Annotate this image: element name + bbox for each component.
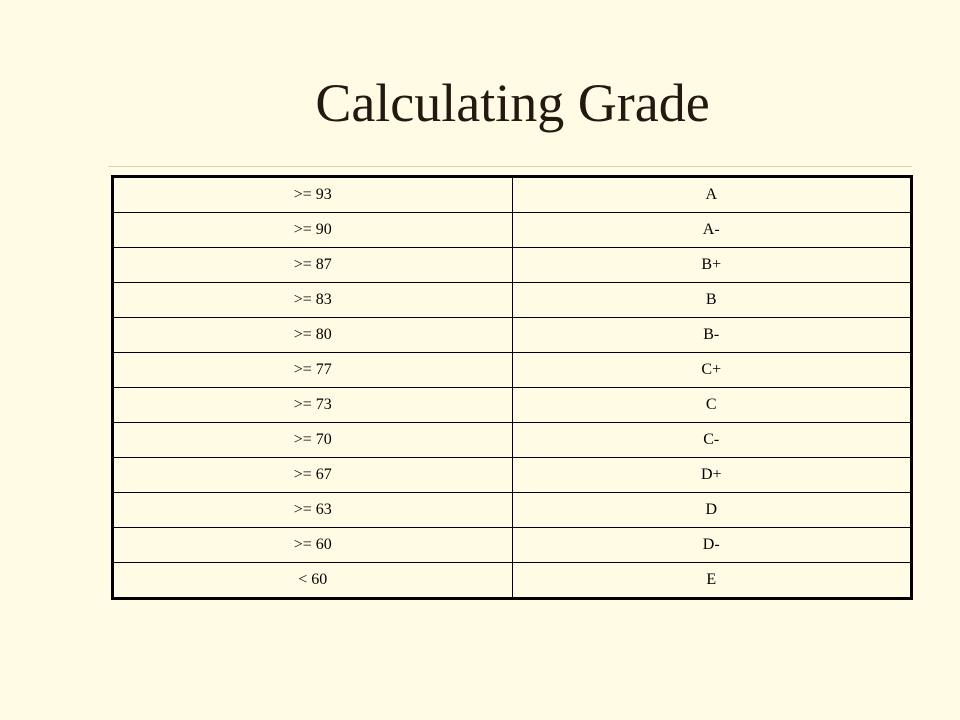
table-row (113, 493, 912, 528)
grade-cell: A- (512, 213, 912, 248)
table-row (113, 318, 912, 353)
threshold-cell: >= 93 (113, 177, 513, 213)
slide-title: Calculating Grade (315, 73, 710, 133)
grade-cell: D+ (512, 458, 912, 493)
table-row (113, 353, 912, 388)
grade-table-body (113, 177, 912, 599)
threshold-cell: >= 70 (113, 423, 513, 458)
table-row (113, 248, 912, 283)
grade-cell: B (512, 283, 912, 318)
grade-cell: B- (512, 318, 912, 353)
grade-cell: C+ (512, 353, 912, 388)
grade-cell: B+ (512, 248, 912, 283)
threshold-cell: >= 83 (113, 283, 513, 318)
grade-cell: D (512, 493, 912, 528)
threshold-cell: >= 77 (113, 353, 513, 388)
table-row (113, 388, 912, 423)
title-divider (108, 166, 912, 167)
table-row (113, 423, 912, 458)
table-row (113, 283, 912, 318)
grade-table (111, 175, 913, 600)
threshold-cell: >= 67 (113, 458, 513, 493)
threshold-cell: >= 73 (113, 388, 513, 423)
table-row (113, 177, 912, 213)
table-row (113, 458, 912, 493)
table-row (113, 528, 912, 563)
threshold-cell: >= 87 (113, 248, 513, 283)
threshold-cell: < 60 (113, 563, 513, 599)
table-row (113, 563, 912, 599)
threshold-cell: >= 90 (113, 213, 513, 248)
table-row (113, 213, 912, 248)
threshold-cell: >= 60 (113, 528, 513, 563)
grade-cell: C (512, 388, 912, 423)
threshold-cell: >= 80 (113, 318, 513, 353)
grade-cell: D- (512, 528, 912, 563)
grade-cell: E (512, 563, 912, 599)
grade-cell: C- (512, 423, 912, 458)
threshold-cell: >= 63 (113, 493, 513, 528)
grade-cell: A (512, 177, 912, 213)
